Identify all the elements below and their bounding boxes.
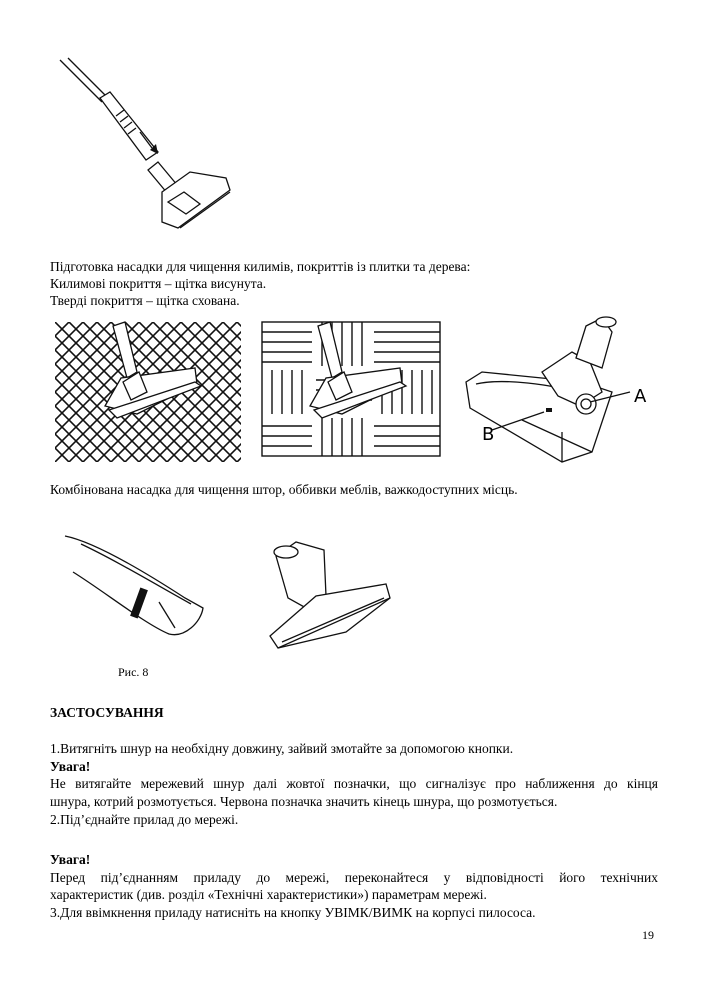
warning-1-line-2: шнура, котрий розмотується. Червона позначка значить кінець шнура, що розмотується.	[50, 794, 558, 809]
brush-caption-line-1: Підготовка насадки для чищення килимів, покриттів із плитки та дерева:	[50, 259, 471, 274]
section-heading: ЗАСТОСУВАННЯ	[50, 705, 164, 720]
warning-1-line-1: Не витягайте мережевий шнур далі жовтої позначки, що сигналізує про наближення до кінця	[50, 776, 658, 791]
carpet-brush-illustration	[55, 322, 241, 462]
combo-nozzle-caption: Комбінована насадка для чищення штор, оббивки меблів, важкодоступних місць.	[50, 482, 518, 497]
turbo-brush-illustration	[462, 312, 662, 470]
step-2: 2.Під’єднайте прилад до мережі.	[50, 812, 239, 827]
warning-2-title: Увага!	[50, 852, 91, 867]
brush-caption-line-3: Тверді покриття – щітка схована.	[50, 293, 240, 308]
label-a: A	[634, 386, 647, 407]
warning-2-line-1: Перед під’єднанням приладу до мережі, переконайтеся у відповідності його технічних	[50, 870, 658, 885]
warning-1-title: Увага!	[50, 759, 91, 774]
tube-to-brush-illustration	[50, 52, 250, 242]
label-b: B	[482, 424, 495, 445]
brush-caption-line-2: Килимові покриття – щітка висунута.	[50, 276, 267, 291]
hard-floor-brush-illustration	[262, 322, 440, 456]
upholstery-nozzle-illustration	[266, 536, 396, 660]
step-3: 3.Для ввімкнення приладу натисніть на кнопку УВІМК/ВИМК на корпусі пилососа.	[50, 905, 536, 920]
step-1: 1.Витягніть шнур на необхідну довжину, зайвий змотайте за допомогою кнопки.	[50, 741, 514, 756]
page-number: 19	[642, 928, 654, 942]
warning-2-line-2: характеристик (див. розділ «Технічні характеристики») параметрам мережі.	[50, 887, 487, 902]
crevice-tool-illustration	[55, 532, 230, 652]
figure-8-caption: Рис. 8	[118, 665, 149, 679]
